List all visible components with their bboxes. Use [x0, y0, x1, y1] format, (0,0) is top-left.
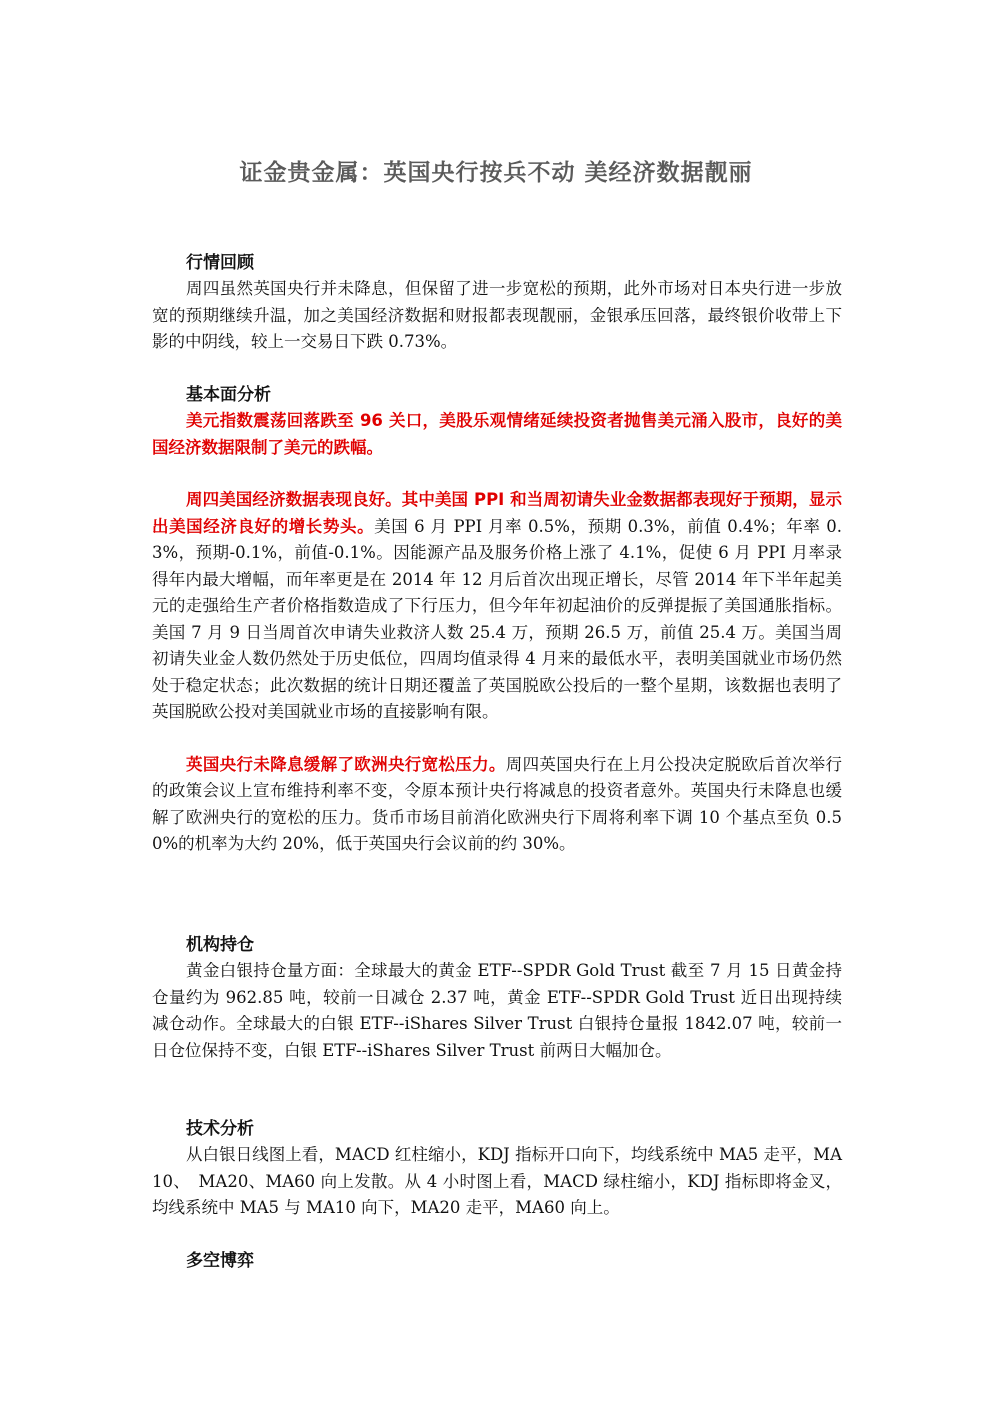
paragraph-holdings: 黄金白银持仓量方面：全球最大的黄金 ETF--SPDR Gold Trust 截至 7 月 15 日黄金持仓量约为 962.85 吨，较前一日减仓 2.37 吨，黄金 ETF--SPDR Gold Trust 近日出现持续减仓动作。全球最大的白银 ETF--iShares Silver Trust 白银持仓量报 1842.07 吨，较前一日仓位保持不变，白银 ETF--iShares Silver Trust 前两日大幅加仓。: [152, 961, 842, 1060]
text-boe: 周四英国央行在上月公投决定脱欧后首次举行的政策会议上宣布维持利率不变，令原本预计央行将减息的投资者意外。英国央行未降息也缓解了欧洲央行的宽松的压力。货币市场目前消化欧洲央行下周将利率下调 10 个基点至负 0.50%的机率为大约 20%，低于英国央行会议前的约 30%。: [152, 754, 843, 853]
document-title: 证金贵金属：英国央行按兵不动 美经济数据靓丽: [239, 160, 753, 186]
paragraph-dollar-index: [152, 408, 842, 461]
paragraph-technical: 从白银日线图上看，MACD 红柱缩小，KDJ 指标开口向下，均线系统中 MA5 走平，MA10、 MA20、MA60 向上发散。从 4 小时图上看，MACD 绿柱缩小，KDJ 指标即将金叉，均线系统中 MA5 与 MA10 向下，MA20 走平，MA60 向上。: [152, 1145, 842, 1217]
highlight-us-data: 周四美国经济数据表现良好。其中美国 PPI 和当周初请失业金数据都表现好于预期，显示出美国经济良好的增长势头。: [152, 490, 842, 536]
text-us-data: 美国 6 月 PPI 月率 0.5%，预期 0.3%，前值 0.4%；年率 0.3%，预期-0.1%，前值-0.1%。因能源产品及服务价格上涨了 4.1%，促使 6 月 PPI 月率录得年内最大增幅，而年率更是在 2014 年 12 月后首次出现正增长，尽管 2014 年下半年起美元的走强给生产者价格指数造成了下行压力，但今年年初起油价的反弹提振了美国通胀指标。美国 7 月 9 日当周首次申请失业救济人数 25.4 万，预期 26.5 万，前值 25.4 万。美国当周初请失业金人数仍然处于历史低位，四周均值录得 4 月来的最低水平，表明美国就业市场仍然处于稳定状态；此次数据的统计日期还覆盖了英国脱欧公投后的一整个星期，该数据也表明了英国脱欧公投对美国就业市场的直接影响有限。: [152, 516, 842, 721]
heading-review: 行情回顾: [186, 253, 254, 273]
highlight-dollar-index: 美元指数震荡回落跌至 96 关口，美股乐观情绪延续投资者抛售美元涌入股市，良好的美国经济数据限制了美元的跌幅。: [152, 411, 842, 457]
heading-fundamental: 基本面分析: [186, 385, 271, 405]
highlight-boe: 英国央行未降息缓解了欧洲央行宽松压力。: [186, 754, 506, 774]
section-game: [152, 1248, 842, 1274]
section-fundamental: [152, 382, 842, 858]
heading-holdings: 机构持仓: [186, 935, 254, 955]
section-holdings: [152, 932, 842, 1064]
paragraph-review: 周四虽然英国央行并未降息，但保留了进一步宽松的预期，此外市场对日本央行进一步放宽的预期继续升温，加之美国经济数据和财报都表现靓丽，金银承压回落，最终银价收带上下影的中阴线，较上一交易日下跌 0.73%。: [152, 279, 842, 351]
section-review: [152, 250, 842, 356]
paragraph-us-data: [152, 487, 842, 726]
heading-game: 多空博弈: [186, 1251, 254, 1271]
paragraph-boe: [152, 752, 842, 858]
heading-technical: 技术分析: [186, 1119, 254, 1139]
section-technical: [152, 1116, 842, 1222]
